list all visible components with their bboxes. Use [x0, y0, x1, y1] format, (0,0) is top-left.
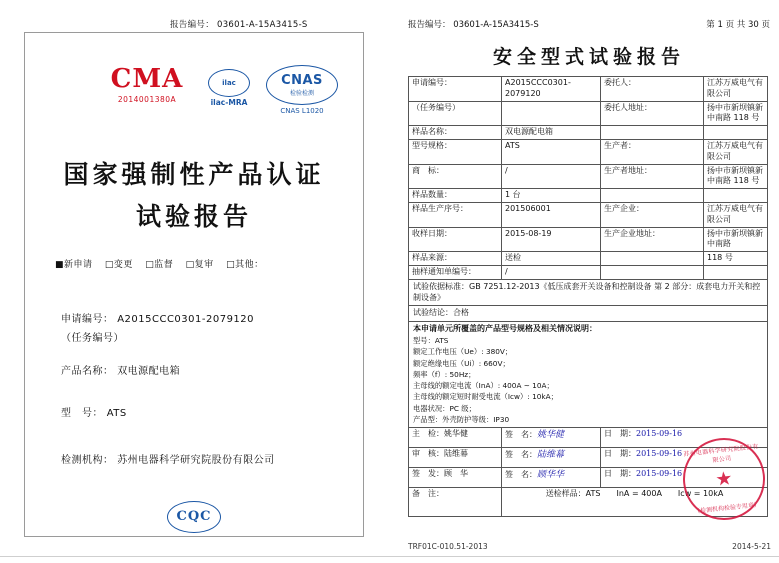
cover-title-line2: 试验报告	[135, 202, 252, 231]
cell-sample-source-value: 送检	[502, 252, 601, 266]
cell-task-no-label: （任务编号）	[409, 101, 502, 126]
cell-sampling-notice-value: /	[502, 265, 601, 279]
cell-client-value: 江苏万威电气有限公司	[704, 77, 768, 102]
spec-line-4: 频率（f）: 50Hz；	[413, 369, 476, 379]
cnas-code: CNAS L1020	[280, 107, 324, 115]
remark-label: 备 注：	[409, 488, 502, 517]
inspector-sign-label: 签 名：	[505, 430, 537, 440]
report-header-number: 报告编号： 03601-A-15A3415-S	[408, 20, 539, 30]
cell-sample-name-value: 双电源配电箱	[502, 126, 601, 140]
field-product-name-label: 产品名称：	[61, 366, 114, 377]
field-test-organization-label: 检测机构：	[61, 455, 114, 466]
cover-frame	[24, 32, 364, 537]
field-application-no-label: 申请编号：	[61, 314, 114, 325]
cell-blank-value-1	[704, 126, 768, 140]
table-row	[409, 77, 768, 102]
cover-report-number: 报告编号： 03601-A-15A3415-S	[170, 20, 308, 30]
cell-sample-serial-value: 201506001	[502, 202, 601, 227]
cover-title-line1: 国家强制性产品认证	[63, 160, 325, 189]
cell-application-no-value: A2015CCC0301-2079120	[502, 77, 601, 102]
cell-blank-value-2	[704, 189, 768, 203]
cell-trademark-label: 商 标：	[409, 164, 502, 189]
seal-top-text: 苏州电器科学研究院股份有限公司	[683, 443, 759, 465]
report-title: 安全型式试验报告	[492, 46, 685, 68]
issuer-date-value: 2015-09-16	[636, 469, 683, 479]
issuer-sign-value: 顾华华	[537, 470, 565, 481]
field-application-no-value: A2015CCC0301-2079120	[117, 314, 255, 325]
cell-production-enterprise-value: 江苏万威电气有限公司	[704, 202, 768, 227]
basis-standard-value: GB 7251.12-2013《低压成套开关设备和控制设备 第 2 部分：成套电力开关和控制设备》	[413, 281, 761, 302]
table-row-standard	[409, 279, 768, 306]
cma-logo	[105, 65, 189, 104]
reviewer-date-label: 日 期：	[604, 449, 636, 459]
spec-line-6: 主母线的额定短时耐受电流（Icw）: 10kA；	[413, 392, 558, 402]
table-row	[409, 227, 768, 252]
cell-manufacturer-value: 江苏万威电气有限公司	[704, 139, 768, 164]
application-type-checkboxes	[55, 257, 355, 270]
field-model-label: 型 号：	[61, 408, 103, 419]
table-row	[409, 265, 768, 279]
inspector-date-value: 2015-09-16	[636, 429, 683, 439]
field-test-organization	[61, 451, 275, 466]
cell-conclusion	[409, 306, 768, 322]
reviewer-label	[409, 448, 502, 468]
spec-line-7: 电器状况：PC 级；	[413, 403, 476, 413]
table-row-unit-spec	[409, 322, 768, 428]
inspector-signature	[502, 428, 601, 448]
cell-client-address-label: 委托人地址：	[601, 101, 704, 126]
inspector-date-label: 日 期：	[604, 429, 636, 439]
cell-client-address-value: 扬中市新坝镇新中南路 118 号	[704, 101, 768, 126]
field-task-no-label: （任务编号）	[61, 333, 124, 344]
field-model-value: ATS	[106, 408, 127, 419]
table-row	[409, 189, 768, 203]
cell-blank-value-4	[704, 265, 768, 279]
cell-production-enterprise-label: 生产企业：	[601, 202, 704, 227]
field-product-name	[61, 362, 180, 377]
issuer-role: 签 发：	[412, 469, 444, 479]
reviewer-name: 陆维幕	[444, 449, 468, 459]
spec-line-5: 主母线的额定电流（InA）: 400A ~ 10A；	[413, 381, 554, 391]
unit-spec-title: 本申请单元所覆盖的产品型号规格及相关情况说明：	[413, 324, 597, 334]
spec-line-3: 额定绝缘电压（Ui）: 660V；	[413, 358, 510, 368]
cnas-logo	[261, 65, 343, 115]
accreditation-logos	[25, 65, 363, 125]
inspector-label	[409, 428, 502, 448]
cell-basis-standard	[409, 279, 768, 306]
issuer-date-label: 日 期：	[604, 469, 636, 479]
seal-bottom-text: （检测机构检验专用章）	[693, 501, 761, 516]
conclusion-label: 试验结论：	[413, 308, 453, 318]
table-row	[409, 101, 768, 126]
issuer-signature	[502, 468, 601, 488]
cell-sample-qty-label: 样品数量：	[409, 189, 502, 203]
table-row	[409, 252, 768, 266]
spec-line-2: 额定工作电压（Ue）: 380V；	[413, 347, 513, 357]
checkbox-supervision[interactable]: □监督	[145, 260, 174, 270]
cell-manufacturer-address-value: 扬中市新坝镇新中南路 118 号	[704, 164, 768, 189]
cell-blank-label-4	[601, 265, 704, 279]
cell-sample-name-label: 样品名称：	[409, 126, 502, 140]
cqc-badge-text: CQC	[167, 501, 221, 533]
cell-production-address-value-2: 118 号	[704, 252, 768, 266]
cell-production-address-value: 扬中市新坝镇新中南路	[704, 227, 768, 252]
cell-blank-label-1	[601, 126, 704, 140]
inspector-role: 主 检：	[412, 429, 444, 439]
cell-model-label: 型号规格：	[409, 139, 502, 164]
inspector-name: 姚华健	[444, 429, 468, 439]
report-header-page: 第 1 页 共 30 页	[706, 20, 770, 30]
cell-unit-spec	[409, 322, 768, 428]
reviewer-role: 审 核：	[412, 449, 444, 459]
table-row	[409, 164, 768, 189]
field-product-name-value: 双电源配电箱	[117, 366, 181, 377]
reviewer-sign-label: 签 名：	[505, 450, 537, 460]
cnas-circle-icon	[266, 65, 338, 105]
cell-sample-source-label: 样品来源：	[409, 252, 502, 266]
checkbox-other[interactable]: □其他：	[226, 260, 264, 270]
footer-date: 2014-5-21	[732, 542, 771, 551]
cnas-cn-text: 检验检测	[289, 90, 314, 97]
table-row	[409, 126, 768, 140]
cell-production-address-label: 生产企业地址：	[601, 227, 704, 252]
field-test-organization-value: 苏州电器科学研究院股份有限公司	[117, 455, 275, 466]
checkbox-new-application[interactable]: ■新申请	[55, 260, 93, 270]
checkbox-review[interactable]: □复审	[185, 260, 214, 270]
field-application-no	[61, 310, 254, 325]
cell-receive-date-label: 收样日期：	[409, 227, 502, 252]
basis-standard-label: 试验依据标准：	[413, 281, 469, 291]
table-row	[409, 202, 768, 227]
conclusion-value: 合格	[453, 308, 469, 318]
page-bottom-divider	[0, 556, 779, 557]
cell-trademark-value: /	[502, 164, 601, 189]
cell-manufacturer-label: 生产者：	[601, 139, 704, 164]
ilac-label: ilac-MRA	[210, 98, 248, 107]
issuer-sign-label: 签 名：	[505, 470, 537, 480]
reviewer-signature	[502, 448, 601, 468]
issuer-name: 顾 华	[444, 469, 468, 479]
cell-sampling-notice-label: 抽样通知单编号：	[409, 265, 502, 279]
cell-model-value: ATS	[502, 139, 601, 164]
remark-value: 送检样品：ATS InA = 400A Icw = 10kA	[502, 488, 768, 517]
field-model	[61, 404, 127, 419]
cnas-text: CNAS	[281, 73, 323, 88]
cell-receive-date-value: 2015-08-19	[502, 227, 601, 252]
inspector-sign-value: 姚华健	[537, 430, 565, 441]
cell-blank-label-2	[601, 189, 704, 203]
cell-manufacturer-address-label: 生产者地址：	[601, 164, 704, 189]
ilac-mra-logo	[201, 69, 257, 107]
cma-mark-text: CMA	[110, 64, 184, 94]
cma-code: 2014001380A	[117, 95, 177, 104]
field-task-no	[61, 329, 124, 344]
checkbox-change[interactable]: □变更	[104, 260, 133, 270]
cell-sample-qty-value: 1 台	[502, 189, 601, 203]
reviewer-sign-value: 陆维幕	[537, 450, 565, 461]
seal-star-icon: ★	[714, 466, 734, 491]
cell-task-no-value	[502, 101, 601, 126]
cell-blank-label-3	[601, 252, 704, 266]
issuer-label	[409, 468, 502, 488]
cqc-logo	[25, 501, 363, 533]
reviewer-date-value: 2015-09-16	[636, 449, 683, 459]
table-row	[409, 139, 768, 164]
footer-form-code: TRF01C-010.51-2013	[408, 542, 488, 551]
ilac-circle-icon: ilac	[208, 69, 250, 97]
cell-sample-serial-label: 样品生产序号：	[409, 202, 502, 227]
spec-line-8: 产品型：外壳防护等级：IP30	[413, 415, 510, 425]
report-sheet	[398, 0, 779, 563]
cell-client-label: 委托人：	[601, 77, 704, 102]
table-row-conclusion	[409, 306, 768, 322]
cell-application-no-label: 申请编号：	[409, 77, 502, 102]
spec-line-1: 型号：ATS	[413, 335, 449, 345]
